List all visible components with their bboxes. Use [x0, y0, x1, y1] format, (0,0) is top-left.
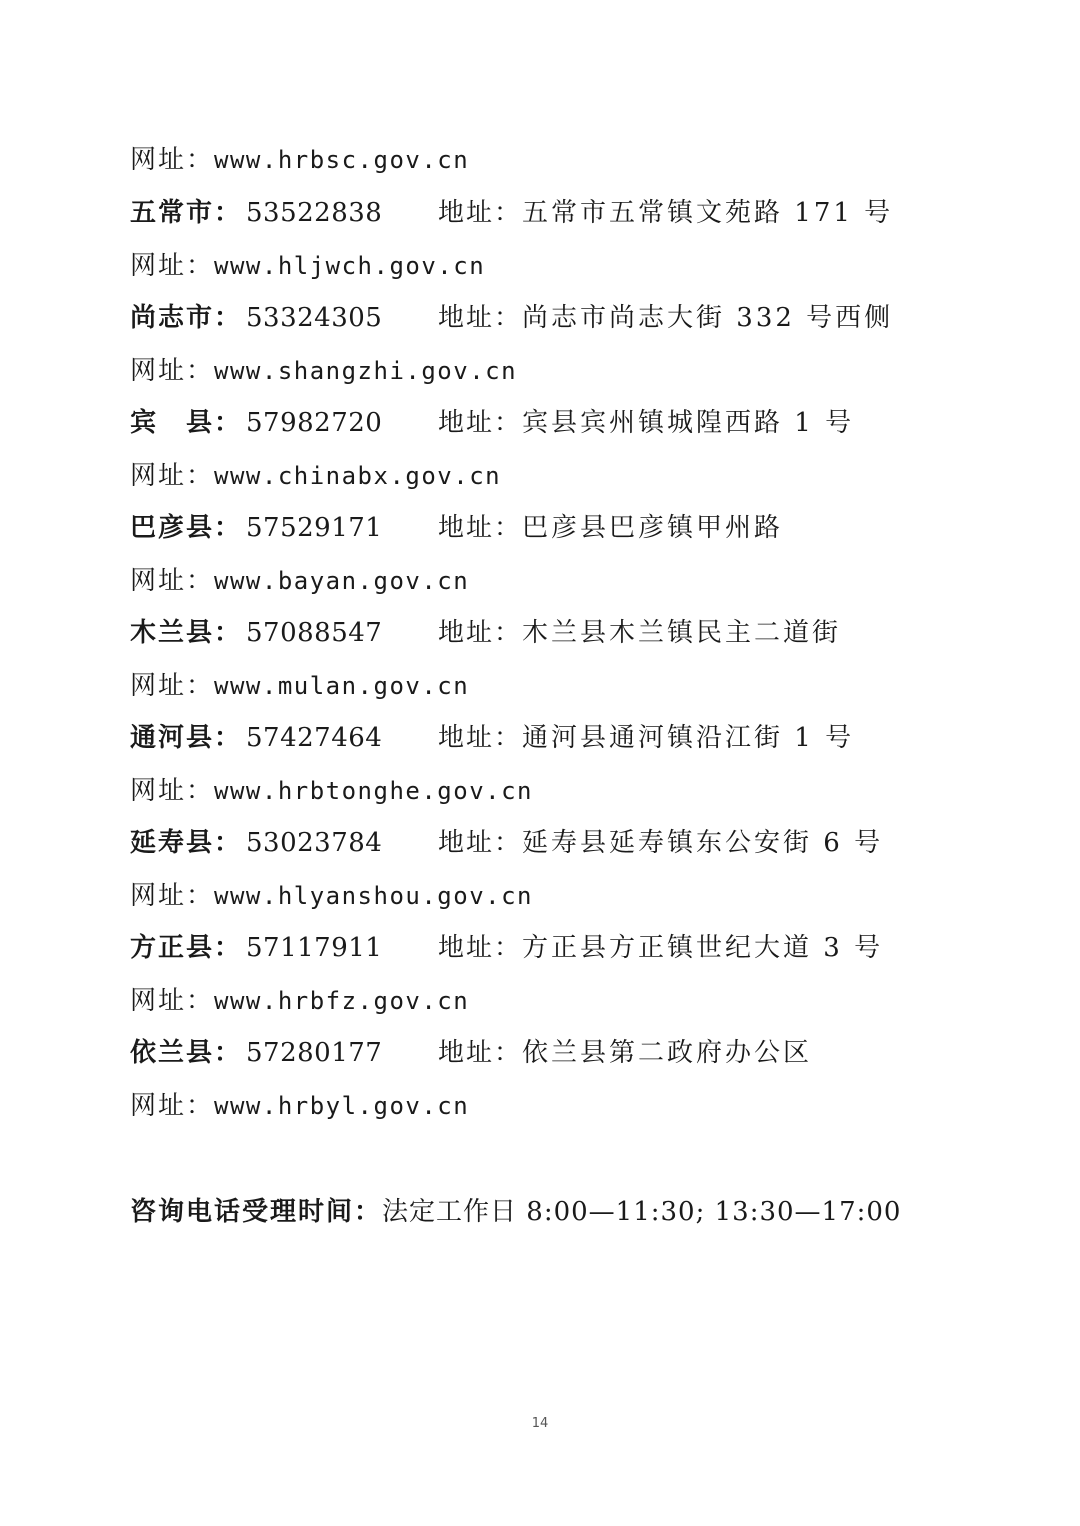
- website-line: [130, 981, 469, 1021]
- county-entry: [130, 508, 784, 548]
- county-phone: 57529171: [246, 513, 383, 543]
- website-url: www.hrbfz.gov.cn: [214, 987, 470, 1015]
- address-text: 木兰县木兰镇民主二道街: [522, 618, 842, 648]
- website-label: 网址：: [130, 566, 215, 596]
- county-address: [438, 1033, 812, 1073]
- website-label: 网址：: [130, 881, 215, 911]
- county-name: 宾 县：: [130, 408, 243, 438]
- website-line: [130, 771, 533, 811]
- county-name: 依兰县：: [130, 1038, 243, 1068]
- county-name: 巴彦县：: [130, 513, 243, 543]
- website-url: www.hljwch.gov.cn: [214, 252, 486, 280]
- website-line: [130, 1086, 469, 1126]
- county-entry: [130, 193, 894, 233]
- county-phone: 53324305: [246, 303, 383, 333]
- website-label: 网址：: [130, 356, 215, 386]
- county-address: [438, 718, 854, 758]
- address-text: 依兰县第二政府办公区: [522, 1038, 813, 1068]
- county-phone: 57982720: [246, 408, 383, 438]
- county-entry: [130, 403, 855, 443]
- website-label: 网址：: [130, 145, 215, 175]
- address-label: 地址：: [438, 408, 523, 438]
- website-label: 网址：: [130, 671, 215, 701]
- county-phone: 57117911: [246, 933, 383, 963]
- county-entry: [130, 718, 855, 758]
- hours-text: 法定工作日 8:00—11:30; 13:30—17:00: [382, 1197, 902, 1227]
- website-line: [130, 351, 517, 391]
- county-phone: 57088547: [246, 618, 383, 648]
- county-name: 尚志市：: [130, 303, 243, 333]
- website-line: [130, 246, 485, 286]
- county-name: 木兰县：: [130, 618, 243, 648]
- county-phone: 57427464: [246, 723, 383, 753]
- county-entry: [130, 298, 894, 338]
- address-text: 通河县通河镇沿江街 1 号: [522, 723, 855, 753]
- address-text: 方正县方正镇世纪大道 3 号: [522, 933, 884, 963]
- website-label: 网址：: [130, 776, 215, 806]
- address-text: 五常市五常镇文苑路 171 号: [522, 198, 894, 228]
- hours-label: 咨询电话受理时间：: [130, 1197, 383, 1227]
- county-address: [438, 403, 854, 443]
- address-label: 地址：: [438, 198, 523, 228]
- address-text: 延寿县延寿镇东公安街 6 号: [522, 828, 884, 858]
- county-name: 延寿县：: [130, 828, 243, 858]
- consultation-hours: [130, 1192, 901, 1232]
- website-url: www.mulan.gov.cn: [214, 672, 470, 700]
- address-label: 地址：: [438, 513, 523, 543]
- website-label: 网址：: [130, 461, 215, 491]
- county-name: 方正县：: [130, 933, 243, 963]
- county-phone: 53522838: [246, 198, 383, 228]
- county-address: [438, 508, 783, 548]
- address-label: 地址：: [438, 933, 523, 963]
- address-text: 巴彦县巴彦镇甲州路: [522, 513, 784, 543]
- county-entry: [130, 613, 842, 653]
- website-label: 网址：: [130, 986, 215, 1016]
- address-label: 地址：: [438, 618, 523, 648]
- address-text: 宾县宾州镇城隍西路 1 号: [522, 408, 855, 438]
- county-name: 五常市：: [130, 198, 243, 228]
- website-url: www.hrbtonghe.gov.cn: [214, 777, 533, 805]
- address-label: 地址：: [438, 303, 523, 333]
- website-url: www.hlyanshou.gov.cn: [214, 882, 533, 910]
- county-address: [438, 298, 893, 338]
- address-label: 地址：: [438, 723, 523, 753]
- website-line: [130, 140, 469, 180]
- website-line: [130, 666, 469, 706]
- county-phone: 53023784: [246, 828, 383, 858]
- county-entry: [130, 1033, 813, 1073]
- website-url: www.shangzhi.gov.cn: [214, 357, 518, 385]
- address-label: 地址：: [438, 1038, 523, 1068]
- website-url: www.hrbyl.gov.cn: [214, 1092, 470, 1120]
- county-address: [438, 613, 841, 653]
- website-url: www.bayan.gov.cn: [214, 567, 470, 595]
- website-label: 网址：: [130, 251, 215, 281]
- website-label: 网址：: [130, 1091, 215, 1121]
- website-line: [130, 876, 533, 916]
- county-entry: [130, 823, 884, 863]
- website-url: www.hrbsc.gov.cn: [214, 146, 470, 174]
- county-entry: [130, 928, 884, 968]
- county-name: 通河县：: [130, 723, 243, 753]
- county-phone: 57280177: [246, 1038, 383, 1068]
- county-address: [438, 928, 883, 968]
- address-text: 尚志市尚志大街 332 号西侧: [522, 303, 894, 333]
- page-number: 14: [531, 1416, 549, 1431]
- website-line: [130, 456, 501, 496]
- county-address: [438, 823, 883, 863]
- county-address: [438, 193, 893, 233]
- website-line: [130, 561, 469, 601]
- address-label: 地址：: [438, 828, 523, 858]
- website-url: www.chinabx.gov.cn: [214, 462, 502, 490]
